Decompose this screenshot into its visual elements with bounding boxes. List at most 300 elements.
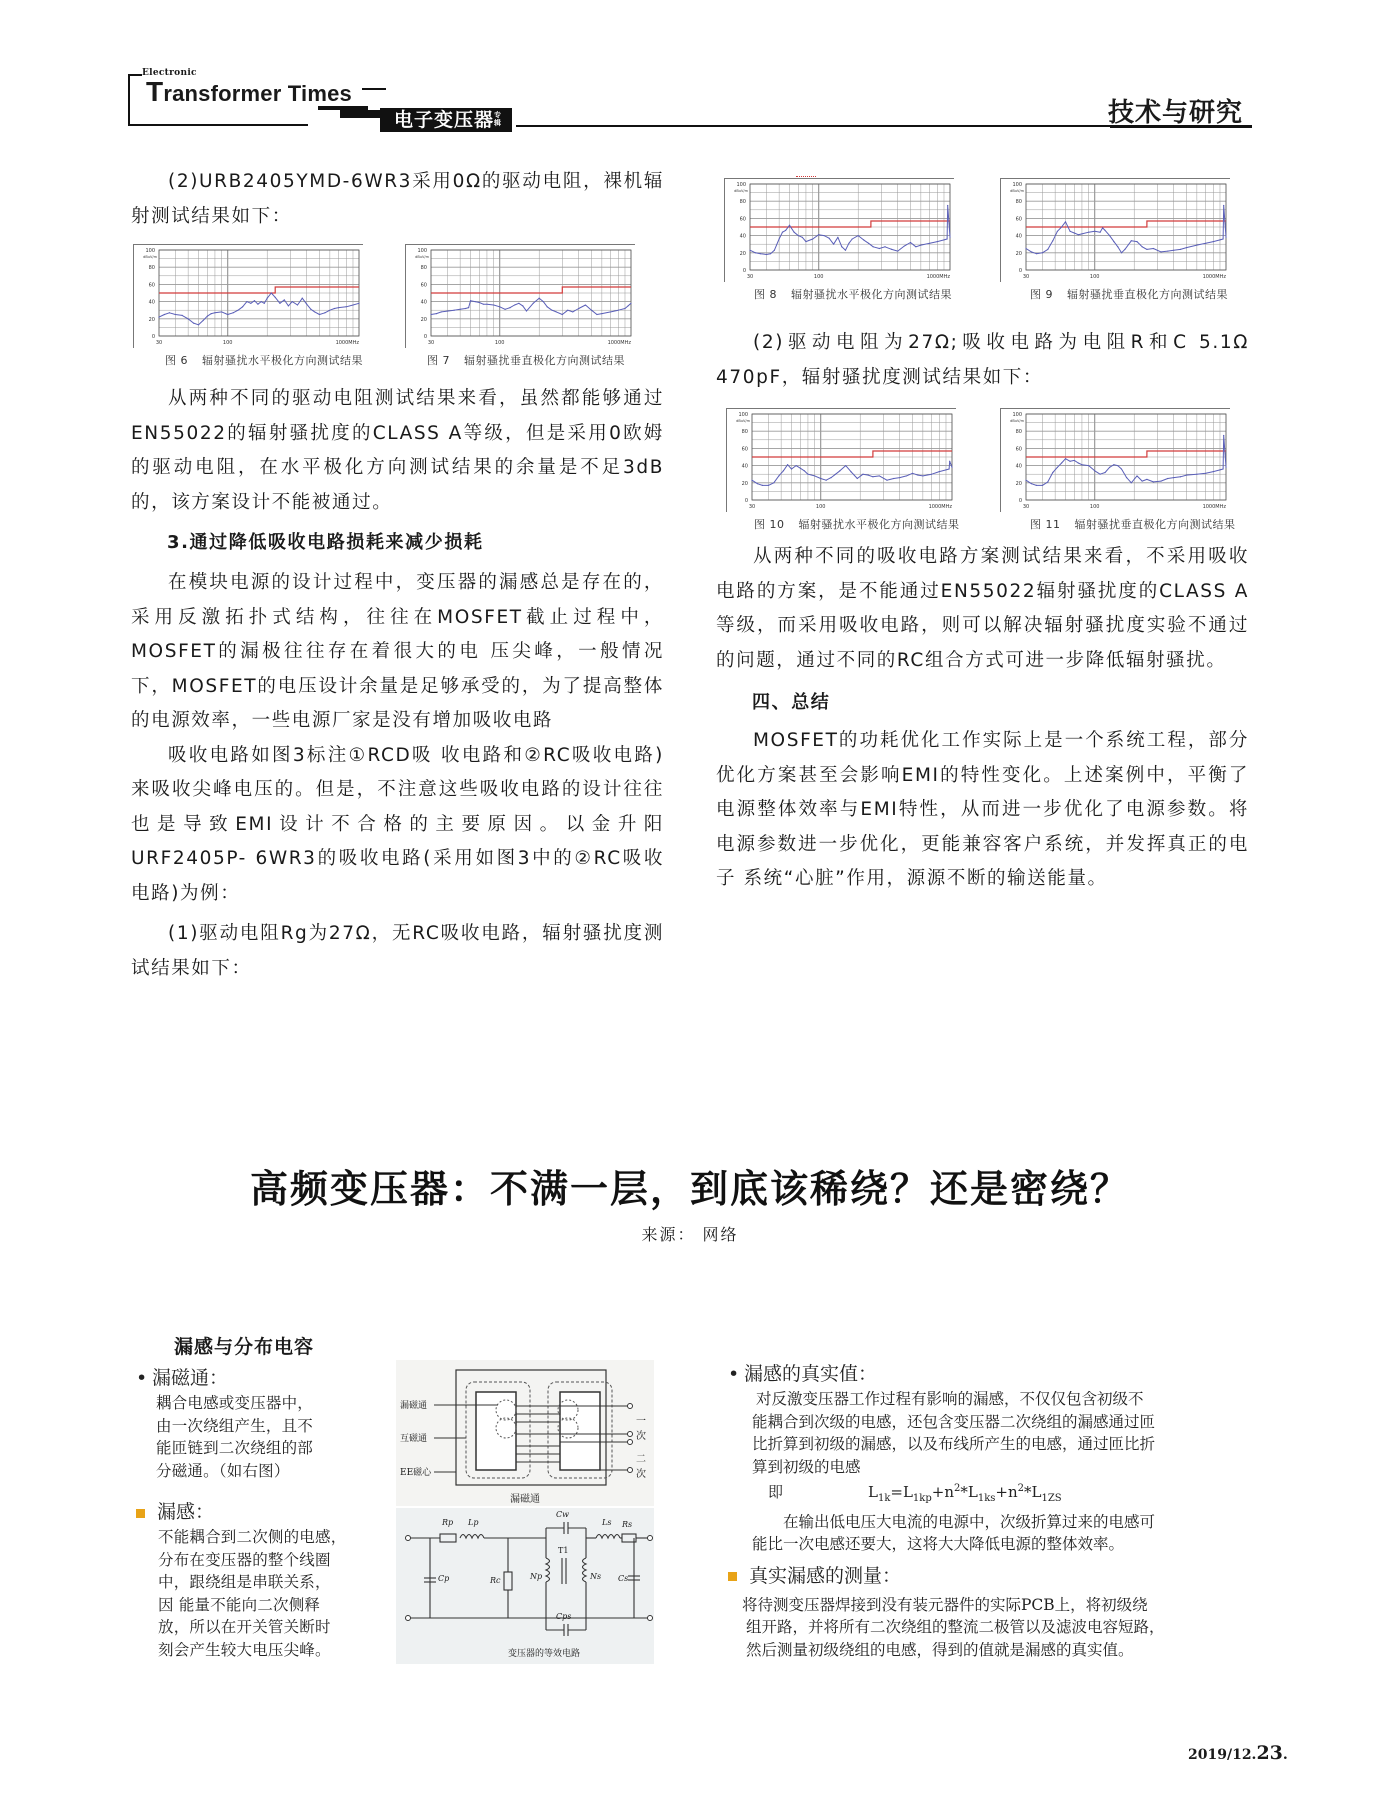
data-point [319,314,320,315]
data-point [807,474,808,475]
label-ls: Ls [602,1518,612,1527]
data-point [284,299,285,300]
data-point [929,243,930,244]
data-point [518,303,519,304]
bullet-body [742,1594,1248,1662]
x-tick-label: 1000MHz [1202,504,1226,510]
figure-7 [405,244,635,368]
y-tick-label: 80 [420,265,427,272]
y-tick-label: 0 [1018,268,1022,274]
data-point [522,305,523,306]
data-point [551,310,552,311]
y-tick-label: 100 [417,248,427,254]
header-rule [128,124,308,126]
formula-sub: 1k [877,1493,891,1504]
formula-term: +n [931,1483,954,1501]
data-point [833,244,834,245]
x-tick-label: 100 [1089,274,1100,280]
x-tick-label: 30 [1022,504,1030,510]
text-line: 分磁通。（如右图） [156,1461,290,1480]
chart-background [405,244,635,348]
paragraph: (1)驱动电阻Rg为27Ω，无RC吸收电路，辐射骚扰度测试结果如下： [131,923,664,979]
data-point [436,313,437,314]
data-point [211,313,212,314]
data-point [198,324,199,325]
data-point [798,235,799,236]
data-point [904,245,905,246]
data-point [1136,475,1137,476]
fig7-chart [405,244,635,348]
data-point [755,252,756,253]
data-point [624,308,625,309]
y-tick-label: 60 [420,282,427,289]
data-point [937,241,938,242]
masthead-rest: ransformer Times [163,81,352,106]
data-point [188,318,189,319]
data-point [922,475,923,476]
data-point [1042,252,1043,253]
formula-term: *L [1024,1483,1042,1501]
data-point [483,304,484,305]
data-point [1088,465,1089,466]
text-line: 刻会产生较大电压尖峰。 [158,1640,331,1659]
data-point [193,323,194,324]
data-point [1225,237,1226,238]
y-tick-label: 100 [1012,182,1022,188]
data-point [1047,481,1048,482]
data-point [164,314,165,315]
x-tick-label: 1000MHz [1202,274,1226,280]
y-tick-label: 100 [145,248,155,254]
y-tick-label: 40 [420,299,427,306]
bullet-leakage-flux [136,1366,396,1390]
data-point [1196,244,1197,245]
y-unit-label: dBuV/m [1010,419,1024,423]
label-rc: Rc [490,1576,501,1585]
text-line: 比折算到初级的漏感，以及布线所产生的电感，通过匝比折 [752,1435,1156,1453]
data-point [814,475,815,476]
data-point [1052,240,1053,241]
data-point [302,298,303,299]
data-point [762,485,763,486]
label-rs: Rs [622,1520,633,1529]
bullet-square-icon [728,1572,737,1581]
data-point [1078,234,1079,235]
data-point [1025,248,1026,249]
data-point [533,303,534,304]
data-point [202,320,203,321]
data-point [499,306,500,307]
figure-caption-text: 辐射骚扰水平极化方向测试结果 [798,518,960,531]
data-point [601,313,602,314]
data-point [1036,253,1037,254]
data-point [567,310,568,311]
left-col-intro [131,165,664,234]
x-tick-label: 1000MHz [926,274,950,280]
data-point [879,475,880,476]
data-point [158,316,159,317]
masthead-cn-small: 专辑 [494,111,503,127]
figure-caption [427,352,635,368]
data-point [207,316,208,317]
data-point [1081,464,1082,465]
data-point [884,246,885,247]
article-source: 来源： 网络 [641,1225,739,1244]
data-point [845,250,846,251]
data-point [789,225,790,226]
data-point [1205,243,1206,244]
text-line: 能匝链到二次绕组的部 [156,1439,314,1457]
data-point [493,304,494,305]
data-point [948,468,949,469]
label-np: Np [530,1572,543,1581]
formula-sub: 1ZS [1041,1493,1062,1504]
data-point [1180,476,1181,477]
data-point [610,311,611,312]
data-point [1219,239,1220,240]
data-point [1131,240,1132,241]
equivalent-circuit-svg [396,1508,654,1664]
data-point [1186,247,1187,248]
y-tick-label: 0 [423,334,427,340]
data-point [182,315,183,316]
data-point [572,311,573,312]
data-point [486,304,487,305]
label-primary: 一次 [636,1416,646,1442]
data-point [1213,241,1214,242]
data-point [751,480,752,481]
section-heading: 3.通过降低吸收电路损耗来减少损耗 [167,532,484,553]
data-point [246,301,247,302]
data-point [783,470,784,471]
header-stair [340,110,380,118]
text-line: 中，跟绕组是串联关系， [158,1573,331,1591]
data-point [474,301,475,302]
data-point [261,301,262,302]
masthead-dash [362,88,386,90]
data-point [1153,248,1154,249]
data-point [760,253,761,254]
data-point [1036,485,1037,486]
data-point [1074,232,1075,233]
label-cp: Cp [438,1574,450,1583]
figure-caption [754,516,960,532]
data-point [562,314,563,315]
text-line: 不能耦合到二次侧的电感， [158,1528,347,1546]
data-point [951,467,952,468]
y-tick-label: 40 [1015,233,1022,240]
data-point [828,238,829,239]
x-tick-label: 30 [746,274,754,280]
x-tick-label: 30 [155,340,163,346]
bullet-body [158,1526,396,1661]
fig6-chart [133,244,363,348]
y-tick-label: 60 [741,446,748,453]
data-point [271,292,272,293]
data-point [1223,435,1224,436]
data-point [1121,468,1122,469]
y-unit-label: dBuV/m [1010,189,1024,193]
section-title: 技术与研究 [1108,98,1244,128]
x-tick-label: 100 [813,274,824,280]
y-tick-label: 40 [739,233,746,240]
data-point [897,250,898,251]
data-point [1146,479,1147,480]
data-point [543,301,544,302]
data-point [826,480,827,481]
figure-caption [1030,286,1230,302]
y-tick-label: 20 [1015,250,1022,257]
data-point [863,239,864,240]
paragraph: (2)URB2405YMD-6WR3采用0Ω的驱动电阻，裸机辐射测试结果如下： [131,171,664,227]
data-point [862,474,863,475]
data-point [324,312,325,313]
slide-right-text [728,1362,1248,1661]
data-point [1136,241,1137,242]
label-cw: Cw [556,1510,569,1519]
y-tick-label: 60 [1015,446,1022,453]
formula-sup: 2 [1017,1483,1024,1494]
y-tick-label: 40 [1015,463,1022,470]
data-point [346,306,347,307]
data-point [175,314,176,315]
data-point [227,314,228,315]
data-point [1025,480,1026,481]
y-unit-label: dBuV/m [415,255,429,259]
data-point [242,306,243,307]
data-point [1094,470,1095,471]
figure-number: 图 7 [427,354,450,367]
data-point [627,305,628,306]
paragraph: 从两种不同的吸收电路方案测试结果来看，不采用吸收电路的方案，是不能通过EN55022辐射骚扰度的CLASS A等级，而采用吸收电路，则可以解决辐射骚扰度实验不通过的问题，通过不同的RC组合方式可进一步降低辐射骚扰。 [716,546,1249,671]
data-point [920,244,921,245]
chart-background [133,244,363,348]
formula-term: +n [995,1483,1018,1501]
figure-8 [724,178,954,302]
data-point [912,473,913,474]
text-line: 分布在变压器的整个线圈 [158,1550,331,1569]
data-point [547,306,548,307]
data-point [768,485,769,486]
paragraph: 吸收电路如图3标注①RCD吸 收电路和②RC吸收电路)来吸收尖峰电压的。但是，不注意这些吸收电路的设计往往也是导致EMI设计不合格的主要原因。以金升阳URF2405P- 6WR3的吸收电路(采用如图3中的②RC吸收电路)为例： [131,744,664,904]
data-point [931,474,932,475]
data-point [804,470,805,471]
figure-6 [133,244,363,368]
data-point [334,308,335,309]
figure-caption-text: 辐射骚扰水平极化方向测试结果 [202,354,363,367]
y-tick-label: 0 [742,268,746,274]
formula-sub: 1kp [912,1493,932,1504]
data-point [578,308,579,309]
data-point [556,311,557,312]
data-point [630,303,631,304]
data-point [1100,232,1101,233]
text-line: 然后测量初级绕组的电感，得到的值就是漏感的真实值。 [746,1640,1134,1659]
text-line: 在输出低电压大电流的电源中，次级折算过来的电感可 [783,1512,1156,1531]
data-point [460,309,461,310]
data-point [1088,232,1089,233]
data-point [1173,477,1174,478]
data-point [778,475,779,476]
data-point [946,238,947,239]
page-footer [1188,1742,1288,1764]
figure-10 [726,408,960,532]
text-line: 由一次绕组产生，且不 [156,1416,314,1435]
data-point [233,312,234,313]
data-point [1117,246,1118,247]
data-point [358,303,359,304]
data-point [841,246,842,247]
data-point [454,310,455,311]
data-point [1160,480,1161,481]
data-point [1121,252,1122,253]
paragraph: MOSFET的功耗优化工作实际上是一个系统工程，部分优化方案甚至会影响EMI的特性变化。上述案例中，平衡了电源整体效率与EMI特性，从而进一步优化了电源参数。将电源参数进一步优化，更能兼容客户系统，并发挥真正的电子 系统“心脏”作用，源源不断的输送能量。 [716,730,1249,889]
masthead-cn-badge [380,108,512,132]
figure-11 [1000,408,1236,532]
header-rule [128,74,130,126]
data-point [352,304,353,305]
data-point [802,237,803,238]
data-point [314,311,315,312]
left-col-body [131,382,664,986]
data-point [1057,231,1058,232]
paragraph: 从两种不同的驱动电阻测试结果来看，虽然都能够通过EN55022的辐射骚扰度的CLASS A等级，但是采用0欧姆的驱动电阻，在水平极化方向测试结果的余量是不足3dB的，该方案设计不能被通过。 [131,388,664,513]
data-point [526,310,527,311]
data-point [441,311,442,312]
figure-caption-text: 辐射骚扰垂直极化方向测试结果 [1067,288,1228,301]
data-point [949,237,950,238]
figure-caption-text: 辐射骚扰水平极化方向测试结果 [791,288,952,301]
x-tick-label: 1000MHz [607,340,631,346]
diagram-caption: 漏磁通 [510,1494,540,1505]
label-ns: Ns [590,1572,602,1581]
data-point [824,235,825,236]
data-point [257,304,258,305]
data-point [214,312,215,313]
data-point [1104,472,1105,473]
data-point [1131,482,1132,483]
data-point [505,309,506,310]
data-point [805,241,806,242]
data-point [782,232,783,233]
data-point [1113,464,1114,465]
y-tick-label: 20 [148,316,155,323]
data-point [1196,474,1197,475]
data-point [1213,471,1214,472]
data-point [470,300,471,301]
formula [768,1478,1248,1511]
data-point [837,237,838,238]
data-point [947,205,948,206]
data-point [1205,473,1206,474]
figure-caption-text: 辐射骚扰垂直极化方向测试结果 [464,354,625,367]
data-point [254,300,255,301]
data-point [1146,249,1147,250]
right-col-intro [716,326,1249,395]
chart-background [724,178,954,282]
data-point [1069,461,1070,462]
formula-prefix: 即 [768,1483,784,1501]
data-point [1160,251,1161,252]
data-point [949,461,950,462]
data-point [1104,230,1105,231]
y-tick-label: 20 [1015,480,1022,487]
figure-number: 图 6 [165,354,188,367]
data-point [818,234,819,235]
masthead-electronic: Electronic [142,68,197,78]
bullet-dot-icon: • [728,1363,740,1385]
data-point [292,301,293,302]
bullet-body [752,1388,1248,1556]
y-tick-label: 40 [148,299,155,306]
data-point [1069,231,1070,232]
data-point [773,482,774,483]
chart-background [1000,408,1230,512]
y-tick-label: 100 [1012,412,1022,418]
bullet-title: 漏磁通： [152,1367,229,1389]
equivalent-circuit-diagram [396,1508,654,1664]
data-point [848,243,849,244]
data-point [757,483,758,484]
bullet-title: 漏感： [157,1501,215,1523]
data-point [868,474,869,475]
y-tick-label: 100 [738,412,748,418]
data-point [1061,226,1062,227]
formula-term: =L [890,1483,913,1501]
data-point [1167,478,1168,479]
masthead-title [146,76,352,108]
data-point [858,235,859,236]
bullet-square-icon [136,1509,145,1518]
data-point [1142,480,1143,481]
text-line: 对反激变压器工作过程有影响的漏感，不仅仅包含初级不 [756,1390,1144,1408]
figure-caption-text: 辐射骚扰垂直极化方向测试结果 [1074,518,1236,531]
data-point [910,242,911,243]
formula-term: *L [960,1483,978,1501]
data-point [1047,249,1048,250]
data-point [288,305,289,306]
x-tick-label: 100 [222,340,233,346]
data-point [1124,249,1125,250]
y-tick-label: 80 [739,199,746,206]
transformer-flux-svg [396,1360,654,1506]
bullet-leakage-inductance [136,1500,396,1524]
data-point [465,308,466,309]
data-point [468,307,469,308]
label-leakage-flux: 漏磁通 [400,1401,428,1411]
y-tick-label: 80 [1015,429,1022,436]
data-point [479,302,480,303]
data-point [1109,467,1110,468]
data-point [169,312,170,313]
data-point [886,480,887,481]
formula-sub: 1ks [977,1493,996,1504]
text-line: 能比一次电感还要大，这将大大降低电源的整体效率。 [752,1535,1125,1553]
label-t1: T1 [558,1546,569,1555]
right-col-body [716,540,1249,897]
data-point [770,253,771,254]
text-line: 耦合电感或变压器中， [156,1394,314,1412]
y-tick-label: 60 [739,216,746,223]
fig9-chart [1000,178,1230,282]
section-heading: 四、总结 [752,692,831,713]
x-tick-label: 30 [748,504,756,510]
data-point [1031,251,1032,252]
data-point [766,254,767,255]
masthead-initial: T [146,76,164,107]
data-point [539,298,540,299]
figure-caption [754,286,954,302]
